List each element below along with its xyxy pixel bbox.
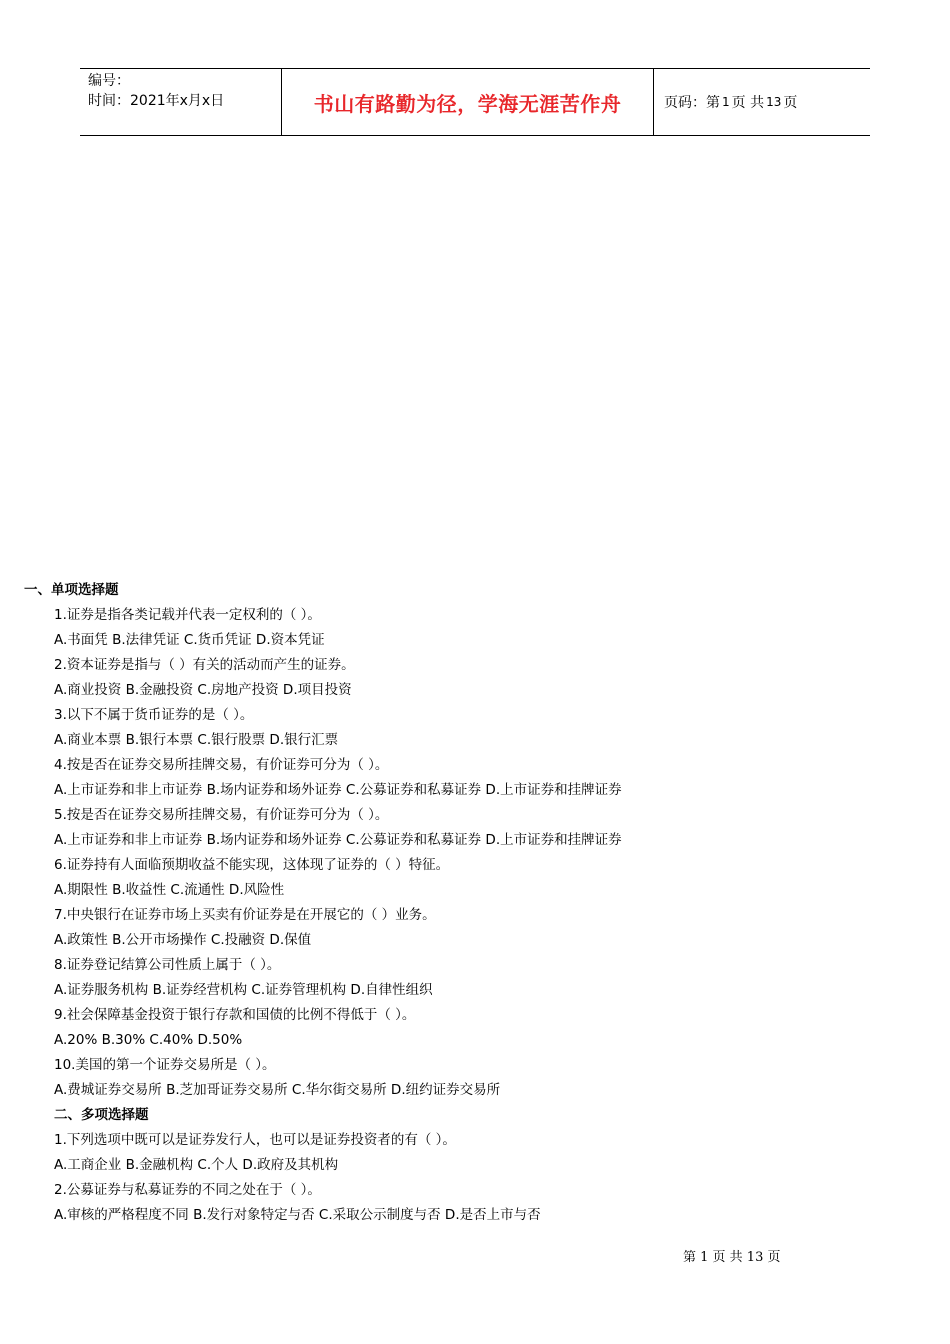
question-line: 3.以下不属于货币证券的是（ ）。	[54, 707, 254, 723]
page-footer: 第 1 页 共 13 页	[683, 1250, 781, 1265]
question-line: 7.中央银行在证券市场上买卖有价证券是在开展它的（ ）业务。	[54, 907, 436, 923]
options-line: A.期限性 B.收益性 C.流通性 D.风险性	[54, 882, 285, 898]
page-total: 13	[766, 95, 782, 109]
page-current: 1	[722, 95, 730, 109]
header-motto: 书山有路勤为径，学海无涯苦作舟	[281, 69, 654, 135]
question-line: 5.按是否在证券交易所挂牌交易，有价证券可分为（ ）。	[54, 807, 389, 823]
question-line: 8.证券登记结算公司性质上属于（ ）。	[54, 957, 281, 973]
page-prefix: 页码：第	[664, 95, 720, 111]
options-line: A.上市证券和非上市证券 B.场内证券和场外证券 C.公募证券和私募证券 D.上市证券和挂牌证券	[54, 832, 622, 848]
section-heading-multiple-choice: 二、多项选择题	[54, 1107, 149, 1123]
question-line: 4.按是否在证券交易所挂牌交易，有价证券可分为（ ）。	[54, 757, 389, 773]
page-mid: 页 共	[731, 95, 765, 111]
options-line: A.商业投资 B.金融投资 C.房地产投资 D.项目投资	[54, 682, 352, 698]
options-line: A.上市证券和非上市证券 B.场内证券和场外证券 C.公募证券和私募证券 D.上市证券和挂牌证券	[54, 782, 622, 798]
options-line: A.政策性 B.公开市场操作 C.投融资 D.保值	[54, 932, 312, 948]
question-line: 6.证券持有人面临预期收益不能实现，这体现了证券的（ ）特征。	[54, 857, 450, 873]
header-page-indicator	[654, 69, 870, 135]
question-line: 10.美国的第一个证券交易所是（ ）。	[54, 1057, 276, 1073]
options-line: A.证券服务机构 B.证券经营机构 C.证券管理机构 D.自律性组织	[54, 982, 433, 998]
question-line: 1.证券是指各类记载并代表一定权利的（ ）。	[54, 607, 321, 623]
page-suffix: 页	[783, 95, 798, 111]
question-line: 9.社会保障基金投资于银行存款和国债的比例不得低于（ ）。	[54, 1007, 416, 1023]
options-line: A.书面凭 B.法律凭证 C.货币凭证 D.资本凭证	[54, 632, 325, 648]
header-info-cell	[80, 69, 281, 135]
options-line: A.20% B.30% C.40% D.50%	[54, 1032, 243, 1048]
section-heading-single-choice: 一、单项选择题	[24, 582, 119, 598]
options-line: A.费城证券交易所 B.芝加哥证券交易所 C.华尔街交易所 D.纽约证券交易所	[54, 1082, 501, 1098]
question-line: 2.公募证券与私募证券的不同之处在于（ ）。	[54, 1182, 321, 1198]
options-line: A.工商企业 B.金融机构 C.个人 D.政府及其机构	[54, 1157, 339, 1173]
question-line: 2.资本证券是指与（ ）有关的活动而产生的证券。	[54, 657, 355, 673]
options-line: A.审核的严格程度不同 B.发行对象特定与否 C.采取公示制度与否 D.是否上市与否	[54, 1207, 541, 1223]
options-line: A.商业本票 B.银行本票 C.银行股票 D.银行汇票	[54, 732, 339, 748]
document-number-label: 编号：	[88, 73, 130, 89]
document-time-label: 时间：2021年x月x日	[88, 93, 225, 109]
question-line: 1.下列选项中既可以是证券发行人，也可以是证券投资者的有（ ）。	[54, 1132, 456, 1148]
document-header	[80, 68, 870, 136]
